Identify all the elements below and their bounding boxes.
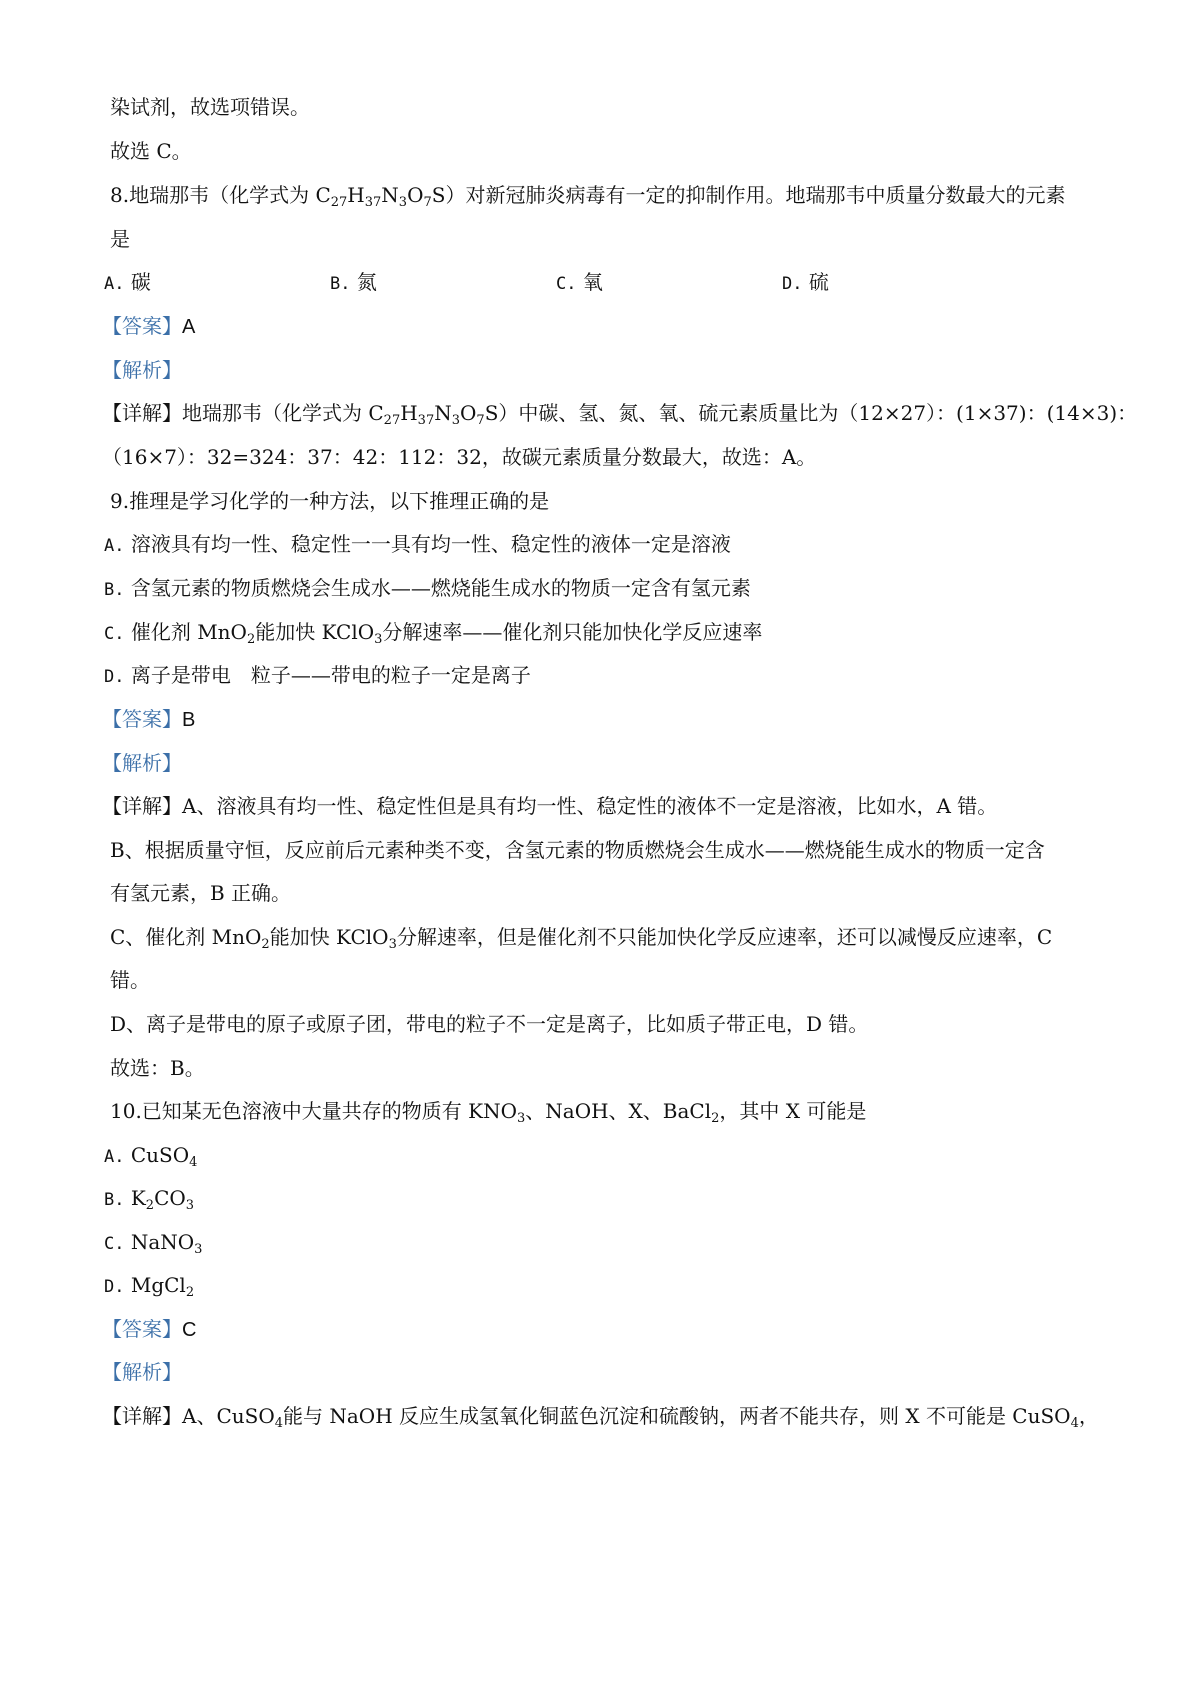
question-8-stem: 8.地瑞那韦（化学式为 $C_{27}H_{37}N_3O_7S$）对新冠肺炎病毒有一定的抑制作用。地瑞那韦中质量分数最大的元素 <box>110 183 1066 210</box>
option-d: D. 离子是带电 粒子——带电的粒子一定是离子 <box>104 663 531 687</box>
text-line: 故选 C。 <box>110 139 192 163</box>
option-c: C. NaNO$_3$ <box>104 1230 203 1257</box>
analysis-tag: 【解析】 <box>102 358 182 382</box>
answer-line: 【答案】B <box>102 707 196 731</box>
answer-tag: 【答案】 <box>102 1317 182 1341</box>
detail-line: 【详解】A、溶液具有均一性、稳定性但是具有均一性、稳定性的液体不一定是溶液，比如水，A 错。 <box>102 794 998 818</box>
answer-tag: 【答案】 <box>102 707 182 731</box>
option-a: A. CuSO$_4$ <box>104 1143 198 1170</box>
detail-line: 错。 <box>110 968 150 992</box>
detail-line: （16×7）：32=324：37：42：112：32，故碳元素质量分数最大，故选：A。 <box>102 445 817 469</box>
option-d: D. 硫 <box>782 270 829 294</box>
analysis-tag: 【解析】 <box>102 751 182 775</box>
detail-line: 【详解】地瑞那韦（化学式为 $C_{27}H_{37}N_3O_7S$）中碳、氢、氮、氧、硫元素质量比为（12×27）：(1×37)：(14×3)： <box>102 401 1138 428</box>
detail-line: 【详解】A、CuSO$_4$能与 NaOH 反应生成氢氧化铜蓝色沉淀和硫酸钠，两者不能共存，则 X 不可能是 CuSO$_4$， <box>102 1404 1099 1431</box>
detail-line: 有氢元素，B 正确。 <box>110 881 292 905</box>
question-8-stem-cont: 是 <box>110 227 130 251</box>
analysis-tag: 【解析】 <box>102 1360 182 1384</box>
question-9-stem: 9.推理是学习化学的一种方法，以下推理正确的是 <box>110 489 550 513</box>
detail-line: 故选：B。 <box>110 1056 205 1080</box>
option-a: A. 溶液具有均一性、稳定性一一具有均一性、稳定性的液体一定是溶液 <box>104 532 731 556</box>
answer-tag: 【答案】 <box>102 314 182 338</box>
option-a: A. 碳 <box>104 270 151 294</box>
option-b: B. $K_2CO_3$ <box>104 1186 195 1213</box>
option-b: B. 氮 <box>330 270 377 294</box>
option-d: D. MgCl$_2$ <box>104 1273 195 1300</box>
option-b: B. 含氢元素的物质燃烧会生成水——燃烧能生成水的物质一定含有氢元素 <box>104 576 751 600</box>
detail-line: D、离子是带电的原子或原子团，带电的粒子不一定是离子，比如质子带正电，D 错。 <box>110 1012 869 1036</box>
question-10-stem: 10.已知某无色溶液中大量共存的物质有 $KNO_3$、NaOH、X、BaCl$_2$，其中 X 可能是 <box>110 1099 867 1126</box>
answer-line: 【答案】C <box>102 1317 197 1341</box>
option-c: C. 氧 <box>556 270 603 294</box>
detail-line: C、催化剂 MnO$_2$能加快 KClO$_3$分解速率，但是催化剂不只能加快化学反应速率，还可以减慢反应速率，C <box>110 925 1053 952</box>
option-c: C. 催化剂 MnO$_2$能加快 KClO$_3$分解速率——催化剂只能加快化学反应速率 <box>104 620 763 647</box>
answer-line: 【答案】A <box>102 314 196 338</box>
detail-line: B、根据质量守恒，反应前后元素种类不变，含氢元素的物质燃烧会生成水——燃烧能生成水的物质一定含 <box>110 838 1045 862</box>
text-line: 染试剂，故选项错误。 <box>110 95 310 119</box>
